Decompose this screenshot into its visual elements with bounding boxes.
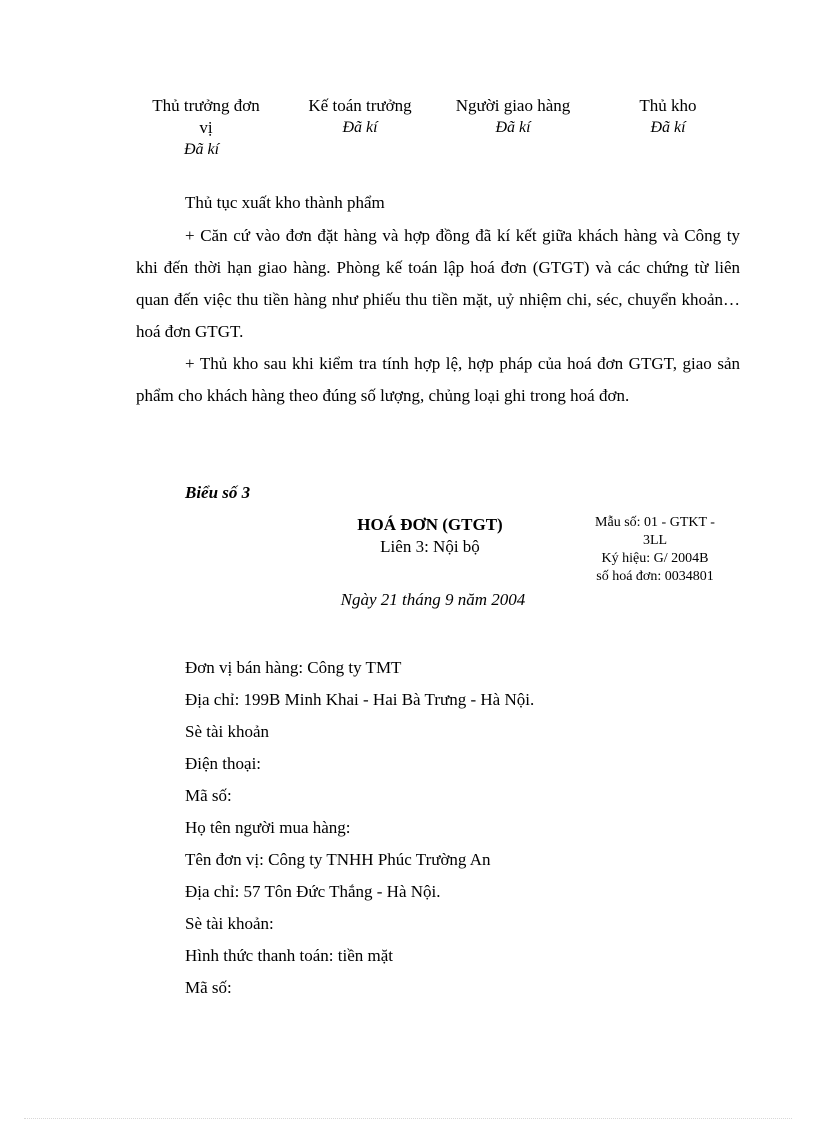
field-seller-tax-code: Mã số: (185, 786, 232, 805)
signature-status: Đã kí (184, 141, 220, 158)
signature-status: Đã kí (495, 119, 531, 136)
invoice-subtitle: Liên 3: Nội bộ (380, 537, 480, 556)
field-buyer-tax-code: Mã số: (185, 978, 232, 997)
field-seller-address: Địa chỉ: 199B Minh Khai - Hai Bà Trưng - Hà Nội. (185, 690, 535, 709)
procedure-heading: Thủ tục xuất kho thành phẩm (185, 193, 385, 212)
procedure-paragraph-2: + Thủ kho sau khi kiểm tra tính hợp lệ, hợp pháp của hoá đơn GTGT, giao sản phẩm cho khách hàng theo đúng số lượng, chủng loại ghi trong hoá đơn. (136, 354, 740, 405)
invoice-label: Biểu số 3 (185, 483, 251, 502)
invoice-title-block (330, 514, 530, 558)
field-buyer-unit: Tên đơn vị: Công ty TNHH Phúc Trường An (185, 850, 491, 869)
field-buyer-name: Họ tên người mua hàng: (185, 818, 351, 837)
field-payment-method: Hình thức thanh toán: tiền mặt (185, 946, 393, 965)
invoice-symbol: Ký hiệu: G/ 2004B (601, 551, 709, 566)
form-number-cont: 3LL (642, 533, 668, 548)
field-buyer-account: Sè tài khoản: (185, 914, 274, 933)
signature-status: Đã kí (650, 119, 686, 136)
signature-title: Kế toán trưởng (308, 96, 412, 115)
procedure-paragraph-1: + Căn cứ vào đơn đặt hàng và hợp đồng đã kí kết giữa khách hàng và Công ty khi đến thời hạn giao hàng. Phòng kế toán lập hoá đơn (GTGT) và các chứng từ liên quan đến việc thu tiền hàng như phiếu thu tiền mặt, uỷ nhiệm chi, séc, chuyển khoản… hoá đơn GTGT. (136, 226, 740, 341)
invoice-title: HOÁ ĐƠN (GTGT) (357, 515, 503, 534)
signature-storekeeper (618, 95, 718, 139)
signature-title: Người giao hàng (455, 96, 571, 115)
field-seller: Đơn vị bán hàng: Công ty TMT (185, 658, 402, 677)
signature-title: Thủ trưởng đơn (152, 96, 260, 115)
invoice-date: Ngày 21 tháng 9 năm 2004 (340, 590, 526, 609)
invoice-meta (576, 514, 734, 586)
signature-deliverer (443, 95, 583, 139)
field-seller-account: Sè tài khoản (185, 722, 270, 741)
field-buyer-address: Địa chỉ: 57 Tôn Đức Thắng - Hà Nội. (185, 882, 441, 901)
signature-head-of-unit (140, 95, 272, 161)
field-seller-phone: Điện thoại: (185, 754, 262, 773)
signature-status: Đã kí (342, 119, 378, 136)
signature-title: Thủ kho (639, 96, 697, 115)
invoice-number: số hoá đơn: 0034801 (596, 569, 714, 584)
signature-title-cont: vị (199, 118, 213, 137)
signature-chief-accountant (296, 95, 424, 139)
page-footer-rule (24, 1118, 792, 1119)
form-number: Mẫu số: 01 - GTKT - (595, 515, 715, 530)
